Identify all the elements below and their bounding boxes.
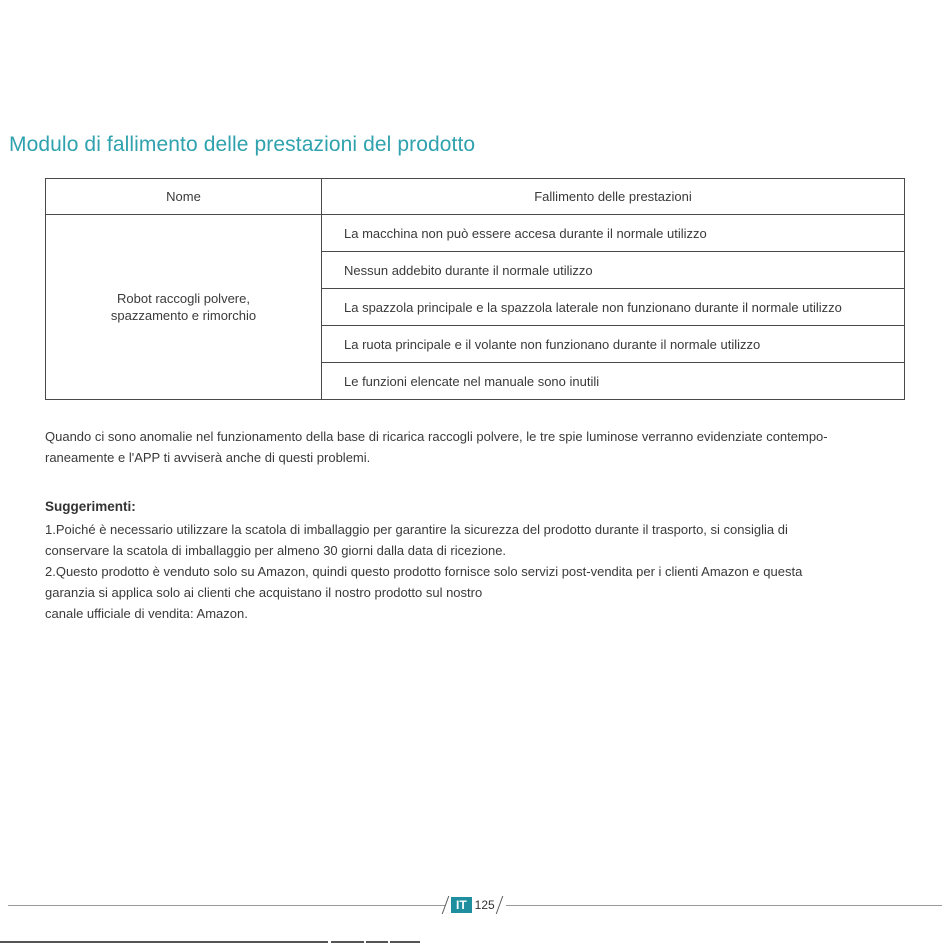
- language-tag: IT: [451, 897, 472, 913]
- tips-line: garanzia si applica solo ai clienti che acquistano il nostro prodotto sul nostro: [45, 585, 483, 600]
- slash-mark: [495, 896, 503, 914]
- table-row: [46, 215, 905, 252]
- page-number-badge: [445, 896, 500, 913]
- page-number: 125: [474, 897, 495, 912]
- tips-line: 2.Questo prodotto è venduto solo su Amazon, quindi questo prodotto fornisce solo servizi post-vendita per i clienti Amazon e questa: [45, 564, 803, 579]
- tips-line: canale ufficiale di vendita: Amazon.: [45, 606, 248, 621]
- bottom-edge-rule: [390, 941, 420, 943]
- failure-cell: Le funzioni elencate nel manuale sono inutili: [322, 363, 905, 400]
- header-name: Nome: [46, 179, 322, 215]
- bottom-edge-rule: [366, 941, 388, 943]
- page-title: Modulo di fallimento delle prestazioni del prodotto: [9, 133, 476, 156]
- tips-line: conservare la scatola di imballaggio per almeno 30 giorni dalla data di ricezione.: [45, 543, 507, 558]
- intro-line: raneamente e l'APP ti avviserà anche di questi problemi.: [45, 450, 371, 465]
- failure-cell: Nessun addebito durante il normale utilizzo: [322, 252, 905, 289]
- intro-paragraph: [45, 426, 915, 468]
- bottom-edge-rule: [0, 941, 328, 943]
- tips-paragraph: [45, 519, 915, 624]
- intro-line: Quando ci sono anomalie nel funzionamento della base di ricarica raccogli polvere, le tre spie luminose verranno evidenziate contempo-: [45, 429, 828, 444]
- product-name-cell: [46, 215, 322, 400]
- performance-failure-table: [45, 178, 905, 400]
- table-header-row: [46, 179, 905, 215]
- bottom-edge-rule: [331, 941, 364, 943]
- footer-divider-left: [8, 905, 445, 906]
- footer-divider-right: [506, 905, 942, 906]
- failure-cell: La spazzola principale e la spazzola laterale non funzionano durante il normale utilizzo: [322, 289, 905, 326]
- header-failure: Fallimento delle prestazioni: [322, 179, 905, 215]
- tips-line: 1.Poiché è necessario utilizzare la scatola di imballaggio per garantire la sicurezza del prodotto durante il trasporto, si consiglia di: [45, 522, 788, 537]
- product-name-line: Robot raccogli polvere,: [117, 291, 250, 306]
- tips-heading: Suggerimenti:: [45, 499, 136, 514]
- failure-cell: La macchina non può essere accesa durante il normale utilizzo: [322, 215, 905, 252]
- product-name-line: spazzamento e rimorchio: [110, 308, 257, 323]
- failure-cell: La ruota principale e il volante non funzionano durante il normale utilizzo: [322, 326, 905, 363]
